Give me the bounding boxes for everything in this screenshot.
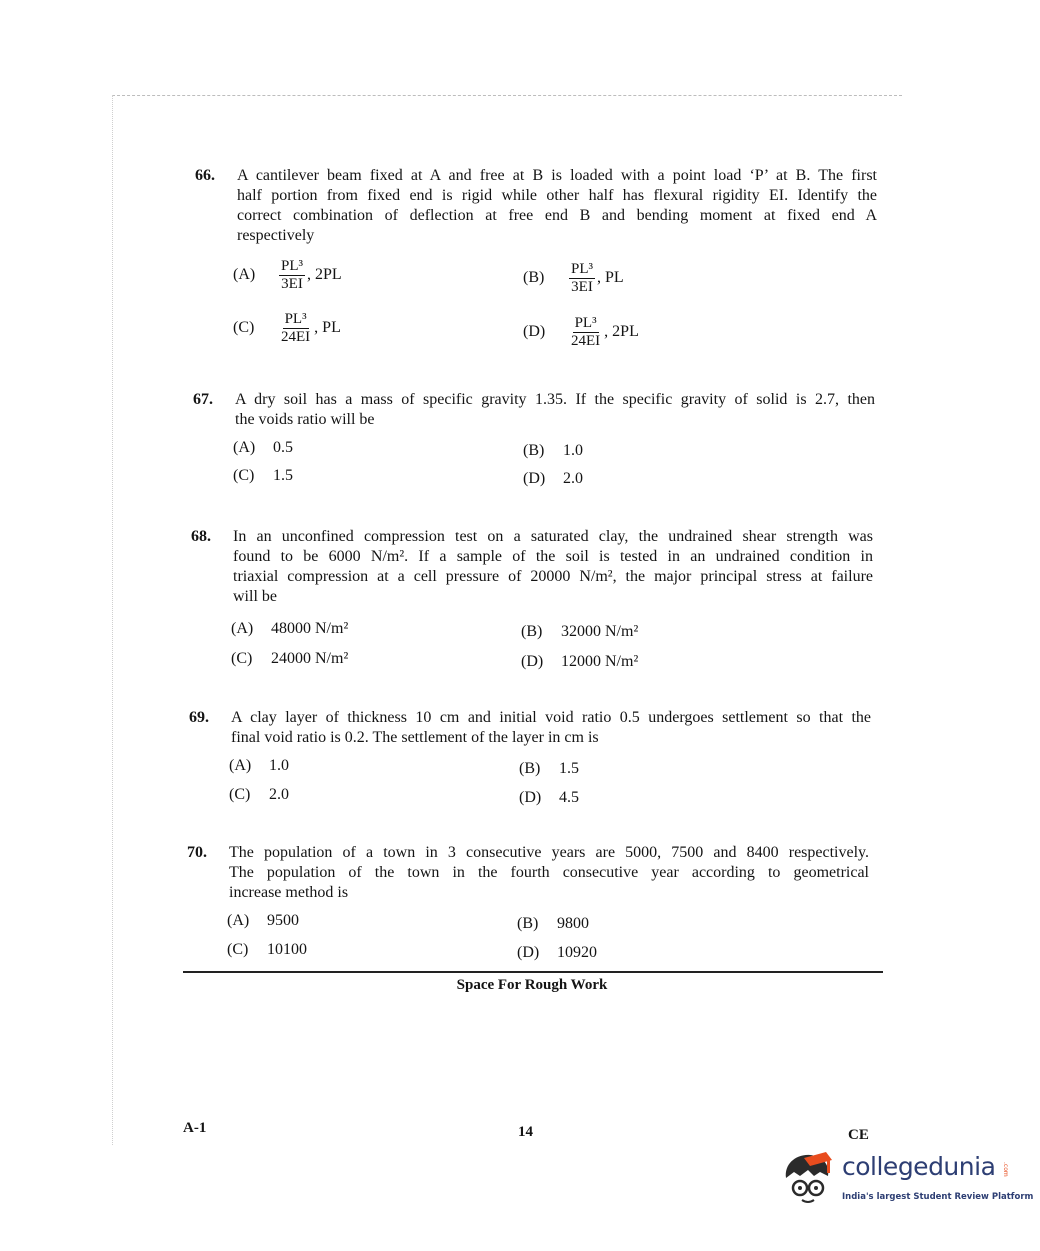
divider [183, 971, 883, 973]
option-text: 12000 N/m² [561, 653, 639, 670]
option-label: (B) [519, 760, 541, 777]
question-line: the voids ratio will be [235, 411, 375, 428]
option-70-c[interactable] [227, 941, 307, 959]
option-label: (B) [523, 269, 545, 287]
option-text: , 2PL [307, 266, 342, 284]
option-label: (C) [231, 650, 253, 667]
page-number: 14 [518, 1124, 533, 1140]
question-line: will be [233, 588, 277, 605]
option-68-c[interactable] [231, 650, 348, 668]
option-label: (C) [233, 467, 255, 484]
footer-left: A-1 [183, 1120, 207, 1136]
option-label: (C) [229, 786, 251, 803]
option-70-b[interactable] [517, 915, 589, 933]
option-text: , PL [597, 269, 624, 287]
option-label: (A) [231, 620, 254, 637]
option-text: 1.0 [563, 442, 583, 459]
option-67-b[interactable] [523, 442, 583, 460]
option-text: 32000 N/m² [561, 623, 639, 640]
option-text: 1.0 [269, 757, 289, 774]
question-line: increase method is [229, 884, 349, 901]
question-line: half portion from fixed end is rigid while other half has flexural rigidity EI. Identify the [237, 187, 877, 204]
fraction-denominator: 3EI [571, 279, 593, 295]
question-line: respectively [237, 227, 315, 244]
option-69-b[interactable] [519, 760, 579, 778]
logo-tagline: India's largest Student Review Platform [842, 1192, 1034, 1202]
question-line: A dry soil has a mass of specific gravity 1.35. If the specific gravity of solid is 2.7, then [235, 391, 875, 408]
option-text: 1.5 [273, 467, 293, 484]
scan-border-top [112, 95, 902, 96]
rough-work-heading: Space For Rough Work [456, 977, 608, 993]
question-line: triaxial compression at a cell pressure of 20000 N/m², the major principal stress at failure [233, 568, 873, 585]
question-number: 69. [189, 709, 209, 726]
question-text [237, 166, 877, 246]
option-text: , PL [314, 319, 341, 337]
question-text [231, 708, 871, 748]
option-label: (B) [517, 915, 539, 932]
option-67-c[interactable] [233, 467, 293, 485]
fraction-numerator: PL³ [284, 311, 307, 327]
option-text: 24000 N/m² [271, 650, 349, 667]
option-label: (D) [523, 323, 546, 341]
option-text: , 2PL [604, 323, 639, 341]
option-70-a[interactable] [227, 912, 299, 930]
fraction-denominator: 3EI [281, 276, 303, 292]
fraction-denominator: 24EI [281, 329, 311, 345]
option-text: 9800 [557, 915, 589, 932]
collegedunia-logo[interactable] [780, 1150, 1034, 1210]
option-label: (D) [523, 470, 546, 487]
option-text: 0.5 [273, 439, 293, 456]
option-68-a[interactable] [231, 620, 348, 638]
option-label: (B) [521, 623, 543, 640]
fraction [279, 311, 312, 346]
logo-wordmark: collegedunia [842, 1152, 996, 1181]
question-line: In an unconfined compression test on a saturated clay, the undrained shear strength was [233, 528, 873, 545]
fraction-denominator: 24EI [571, 333, 601, 349]
question-line: The population of the town in the fourth consecutive year according to geometrical [229, 864, 869, 881]
option-67-d[interactable] [523, 470, 583, 488]
question-line: final void ratio is 0.2. The settlement of the layer in cm is [231, 729, 599, 746]
option-label: (A) [229, 757, 252, 774]
option-68-d[interactable] [521, 653, 638, 671]
mascot-icon [780, 1150, 838, 1210]
fraction [569, 261, 595, 296]
fraction [569, 315, 602, 350]
option-text: 2.0 [563, 470, 583, 487]
question-text [235, 390, 875, 430]
question-text [233, 527, 873, 607]
option-label: (A) [227, 912, 250, 929]
option-66-c[interactable] [233, 311, 341, 346]
option-text: 4.5 [559, 789, 579, 806]
option-label: (D) [517, 944, 540, 961]
option-text: 9500 [267, 912, 299, 929]
option-label: (C) [233, 319, 255, 337]
fraction-numerator: PL³ [574, 315, 597, 331]
option-67-a[interactable] [233, 439, 293, 457]
question-line: correct combination of deflection at free end B and bending moment at fixed end A [237, 207, 877, 224]
question-text [229, 843, 869, 903]
option-text: 1.5 [559, 760, 579, 777]
question-number: 70. [187, 844, 207, 861]
fraction-numerator: PL³ [571, 261, 594, 277]
option-label: (B) [523, 442, 545, 459]
fraction [279, 258, 305, 293]
option-label: (A) [233, 439, 256, 456]
option-69-c[interactable] [229, 786, 289, 804]
option-70-d[interactable] [517, 944, 597, 962]
question-line: found to be 6000 N/m². If a sample of the soil is tested in an undrained condition in [233, 548, 873, 565]
question-number: 66. [195, 167, 215, 184]
option-68-b[interactable] [521, 623, 638, 641]
question-line: A cantilever beam fixed at A and free at B is loaded with a point load ‘P’ at B. The first [237, 167, 877, 184]
footer-right: CE [848, 1127, 869, 1143]
option-66-d[interactable] [523, 315, 639, 350]
logo-suffix: .com [1002, 1162, 1009, 1177]
question-line: The population of a town in 3 consecutive years are 5000, 7500 and 8400 respectively. [229, 844, 869, 861]
question-line: A clay layer of thickness 10 cm and initial void ratio 0.5 undergoes settlement so that the [231, 709, 871, 726]
option-69-d[interactable] [519, 789, 579, 807]
option-66-a[interactable] [233, 258, 342, 293]
option-66-b[interactable] [523, 261, 624, 296]
question-number: 67. [193, 391, 213, 408]
option-text: 2.0 [269, 786, 289, 803]
fraction-numerator: PL³ [281, 258, 304, 274]
option-text: 10100 [267, 941, 307, 958]
option-label: (A) [233, 266, 256, 284]
option-label: (C) [227, 941, 249, 958]
option-label: (D) [521, 653, 544, 670]
option-text: 10920 [557, 944, 597, 961]
option-69-a[interactable] [229, 757, 289, 775]
option-label: (D) [519, 789, 542, 806]
question-number: 68. [191, 528, 211, 545]
option-text: 48000 N/m² [271, 620, 349, 637]
